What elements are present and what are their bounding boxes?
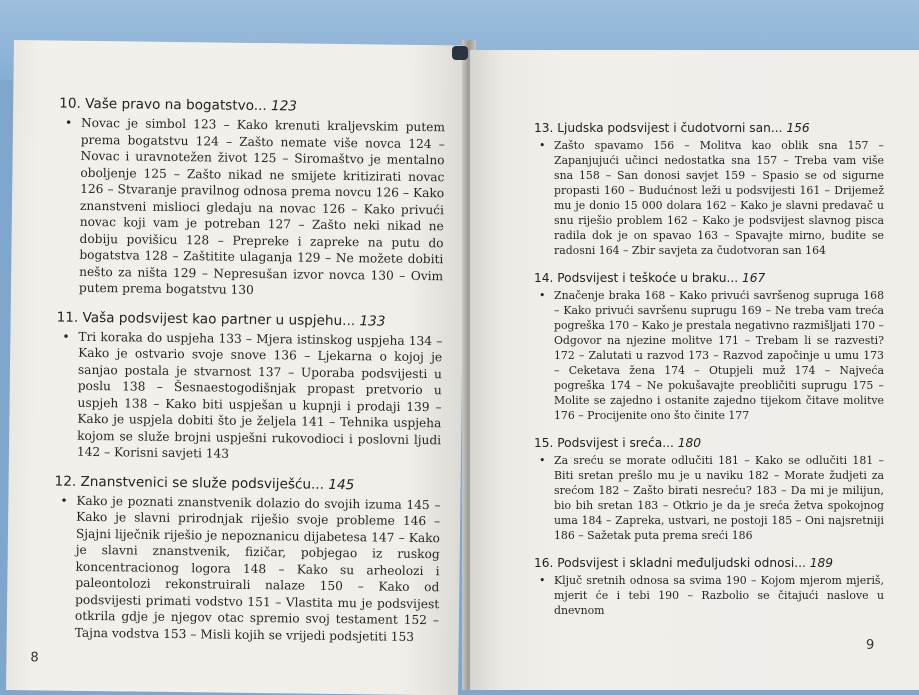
bullet-icon: • xyxy=(62,329,70,344)
toc-heading: 16. Podsvijest i skladni međuljudski odnosi... 189 xyxy=(534,556,834,570)
bullet-icon: • xyxy=(539,454,546,467)
toc-section-14 xyxy=(534,270,884,423)
toc-entry: • Značenje braka 168 – Kako privući savršenog supruga 168 – Kako privući savršenu suprugu 169 – Ne treba vam treća pogreška 170 – Kako je prestala negativno razmišljati 170 – Odgovor na njezine molitve 171 – Trebam li se razvesti? 172 – Zalutati u razvod 173 – Razvod započinje u umu 173 – Ceketava žena 174 – Otupjeli muž 174 – Najveća pogreška 174 – Ne pokušavajte preobličiti suprugu 175 – Molite se zajedno i ostanite zajedno tijekom čitave molitve 176 – Procijenite ono što činite 177 xyxy=(539,289,884,422)
toc-section-11 xyxy=(55,308,443,465)
toc-entry: • Kako je poznati znanstvenik dolazio do svojih izuma 145 – Kako je slavni prirodnjak riješio svoje probleme 146 – Sjajni liječnik riješio je nepoznanicu dijabetesa 147 – Kako je slavni znanstvenik, fizičar, pobjegao iz ruskog koncentracionog logora 148 – Kako su arheolozi i paleontolozi rekonstruirali nalaze 150 – Kako od podsvijesti primati vodstvo 151 – Vlastita mu je podsvijest otkrila gdje je njegov otac spremio svoj testament 152 – Tajna vodstva 153 – Misli kojih se vrijedi podsjetiti 153 xyxy=(60,493,441,644)
toc-entry: • Tri koraka do uspjeha 133 – Mjera istinskog uspjeha 134 – Kako je ostvario svoje snove 136 – Ljekarna o kojoj je sanjao postala je stvarnost 137 – Uporaba podsvijesti u poslu 138 – Šesnaestogodišnjak propast pretvorio u uspjeh 138 – Kako biti uspješan u kupnji i prodaji 139 – Kako je uspjela dobiti što je željela 141 – Tehnika uspjeha kojom se služe brojni uspješni rukovodioci i poslovni ljudi 142 – Korisni savjeti 143 xyxy=(62,329,443,461)
book-spine xyxy=(452,46,468,60)
bullet-icon: • xyxy=(64,115,73,130)
bullet-icon: • xyxy=(539,139,546,152)
toc-section-15 xyxy=(534,435,884,543)
toc-heading: 14. Podsvijest i teškoće u braku... 167 xyxy=(534,271,766,285)
toc-heading: 10. Vaše pravo na bogatstvo... 123 xyxy=(59,95,298,115)
right-page xyxy=(470,50,919,690)
toc-section-12 xyxy=(53,472,441,645)
toc-section-16 xyxy=(534,555,884,618)
left-toc-column xyxy=(53,95,446,658)
toc-entry: • Zašto spavamo 156 – Molitva kao oblik sna 157 – Zapanjujući učinci nedostatka sna 157 – Treba vam više sna 158 – San donosi savjet 159 – Spasio se od sigurne propasti 160 – Budućnost leži u podsvijesti 161 – Drijemež mu je donio 15 000 dolara 162 – Kako je slavni predavač u snu riješio problem 162 – Kako je podsvijest slavnog pisca radila dok je on spavao 163 – Spavajte mirno, budite se radosni 164 – Zbir savjeta za čudotvoran san 164 xyxy=(539,139,884,257)
toc-section-13 xyxy=(534,120,884,258)
bullet-icon: • xyxy=(539,289,546,302)
page-number: 9 xyxy=(866,638,875,653)
toc-heading: 11. Vaša podsvijest kao partner u uspjehu... 133 xyxy=(56,309,386,330)
left-page xyxy=(6,40,466,695)
toc-entry: • Ključ sretnih odnosa sa svima 190 – Kojom mjerom mjeriš, mjerit će i tebi 190 – Razbolio se čitajući naslove u dnevnom xyxy=(539,574,884,617)
toc-heading: 15. Podsvijest i sreća... 180 xyxy=(534,436,701,450)
bullet-icon: • xyxy=(539,574,546,587)
toc-section-10 xyxy=(57,95,445,301)
page-number: 8 xyxy=(30,650,39,666)
toc-heading: 13. Ljudska podsvijest i čudotvorni san... 156 xyxy=(534,121,810,135)
bullet-icon: • xyxy=(60,493,68,508)
toc-entry: • Za sreću se morate odlučiti 181 – Kako se odlučiti 181 – Biti sretan prešlo mu je u naviku 182 – Morate žudjeti za srećom 182 – Zašto birati nesreću? 183 – Da mi je milijun, bio bih sretan 183 – Otkrio je da je sreća žetva spokojnog uma 184 – Zapreka, ustvari, ne postoji 185 – Oni najsretniji 186 – Sažetak puta prema sreći 186 xyxy=(539,454,884,542)
toc-heading: 12. Znanstvenici se služe podsviješću... 145 xyxy=(54,473,355,493)
toc-entry: • Novac je simbol 123 – Kako krenuti kraljevskim putem prema bogatstvu 124 – Zašto nemate više novca 124 – Novac i uravnotežen život 125 – Siromaštvo je mentalno oboljenje 125 – Zašto nikad ne smijete kritizirati novac 126 – Stvaranje pravilnog odnosa prema novcu 126 – Kako znanstveni mislioci gledaju na novac 126 – Kako privući novac koji vam je potreban 127 – Zašto neki nikad ne dobiju povišicu 128 – Prepreke i zapreke na putu do bogatstva 128 – Zaštitite ulaganja 129 – Ne možete dobiti nešto za ništa 129 – Nepresušan izvor novca 130 – Ovim putem prema bogatstvu 130 xyxy=(64,115,446,297)
right-toc-column xyxy=(534,120,884,630)
